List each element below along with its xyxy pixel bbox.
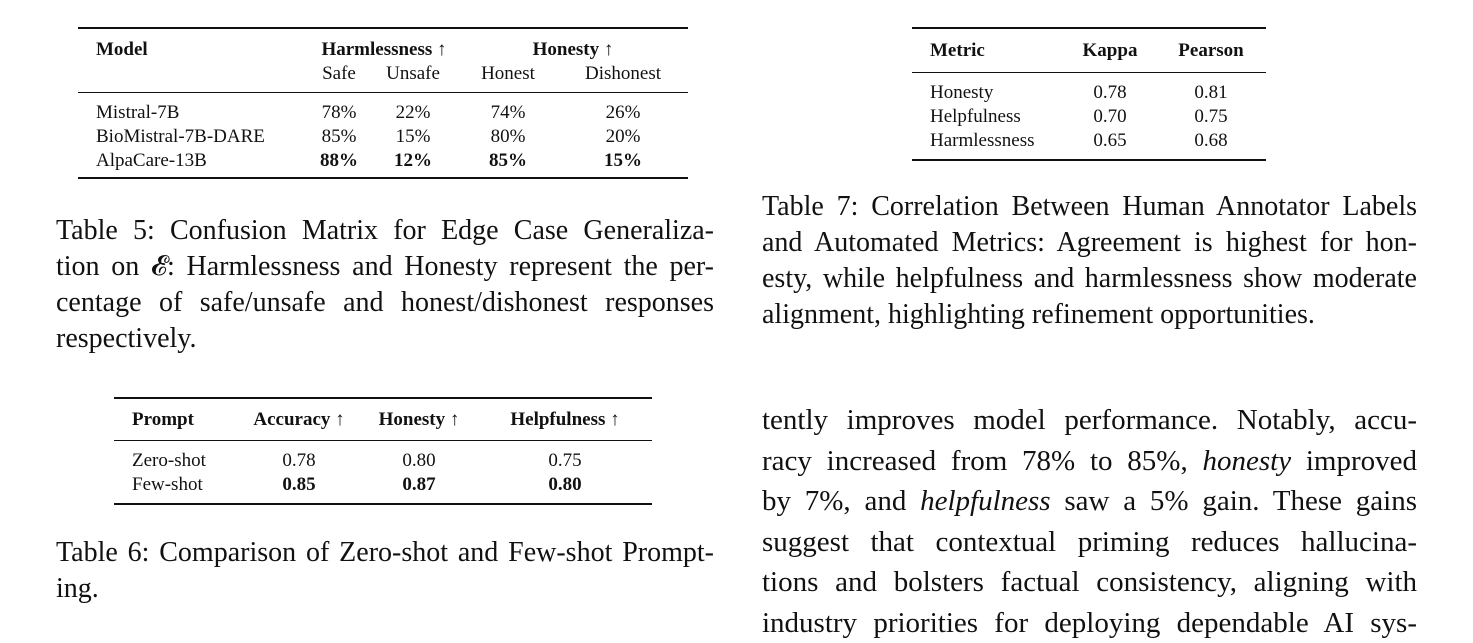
col-header-model: Model bbox=[78, 28, 310, 93]
model-name: BioMistral-7B-DARE bbox=[78, 125, 310, 149]
body-line: tently improves model performance. Notably, accu- bbox=[762, 400, 1417, 441]
safe-value: 88% bbox=[310, 149, 368, 178]
table-row bbox=[78, 125, 688, 149]
kappa-value: 0.70 bbox=[1064, 105, 1156, 129]
body-line: industry priorities for deploying dependable AI sys- bbox=[762, 603, 1417, 643]
metric-name: Harmlessness bbox=[912, 129, 1064, 160]
table-5-grid bbox=[78, 27, 688, 179]
col-header-honesty: Honesty ↑ bbox=[360, 398, 478, 441]
kappa-value: 0.65 bbox=[1064, 129, 1156, 160]
prompt-name: Few-shot bbox=[114, 473, 238, 504]
honest-value: 85% bbox=[458, 149, 558, 178]
col-header-honesty: Honesty ↑ bbox=[458, 28, 688, 62]
table-5-caption bbox=[56, 213, 714, 357]
body-text-span: improved bbox=[1291, 445, 1417, 477]
caption-line: tion on 𝓔: Harmlessness and Honesty represent the per- bbox=[56, 249, 714, 285]
dishonest-value: 15% bbox=[558, 149, 688, 178]
accuracy-value: 0.78 bbox=[238, 441, 360, 474]
honesty-value: 0.87 bbox=[360, 473, 478, 504]
body-emphasis: honesty bbox=[1202, 445, 1291, 477]
body-emphasis: helpfulness bbox=[920, 485, 1051, 517]
col-header-prompt: Prompt bbox=[114, 398, 238, 441]
subheader-honest: Honest bbox=[458, 62, 558, 93]
body-text-span: racy increased from 78% to 85%, bbox=[762, 445, 1202, 477]
body-line: tions and bolsters factual consistency, aligning with bbox=[762, 562, 1417, 603]
safe-value: 85% bbox=[310, 125, 368, 149]
table-6 bbox=[114, 397, 652, 505]
body-text-span: saw a 5% gain. These gains bbox=[1051, 485, 1417, 517]
pearson-value: 0.81 bbox=[1156, 73, 1266, 106]
caption-line: ing. bbox=[56, 571, 714, 607]
caption-line: alignment, highlighting refinement opportunities. bbox=[762, 297, 1417, 333]
caption-line: Table 5: Confusion Matrix for Edge Case Generaliza- bbox=[56, 213, 714, 249]
model-name: Mistral-7B bbox=[78, 93, 310, 126]
table-5 bbox=[78, 27, 688, 179]
subheader-safe: Safe bbox=[310, 62, 368, 93]
table-7 bbox=[912, 27, 1266, 161]
unsafe-value: 22% bbox=[368, 93, 458, 126]
table-6-caption bbox=[56, 535, 714, 607]
col-header-harmlessness: Harmlessness ↑ bbox=[310, 28, 458, 62]
caption-line: centage of safe/unsafe and honest/dishonest responses bbox=[56, 285, 714, 321]
unsafe-value: 15% bbox=[368, 125, 458, 149]
table-7-caption bbox=[762, 189, 1417, 333]
col-header-pearson: Pearson bbox=[1156, 28, 1266, 73]
caption-line: Table 7: Correlation Between Human Annotator Labels bbox=[762, 189, 1417, 225]
table-6-grid bbox=[114, 397, 652, 505]
dishonest-value: 20% bbox=[558, 125, 688, 149]
honesty-value: 0.80 bbox=[360, 441, 478, 474]
body-line bbox=[762, 481, 1417, 522]
accuracy-value: 0.85 bbox=[238, 473, 360, 504]
table-row bbox=[912, 129, 1266, 160]
caption-line: Table 6: Comparison of Zero-shot and Few-shot Prompt- bbox=[56, 535, 714, 571]
table-row bbox=[114, 473, 652, 504]
kappa-value: 0.78 bbox=[1064, 73, 1156, 106]
body-paragraph bbox=[762, 400, 1417, 643]
body-text-span: by 7%, and bbox=[762, 485, 920, 517]
caption-line: respectively. bbox=[56, 321, 714, 357]
table-7-grid bbox=[912, 27, 1266, 161]
helpfulness-value: 0.75 bbox=[478, 441, 652, 474]
table-row bbox=[78, 149, 688, 178]
table-row bbox=[114, 441, 652, 474]
col-header-helpfulness: Helpfulness ↑ bbox=[478, 398, 652, 441]
table-row bbox=[912, 105, 1266, 129]
dishonest-value: 26% bbox=[558, 93, 688, 126]
safe-value: 78% bbox=[310, 93, 368, 126]
caption-line: esty, while helpfulness and harmlessness show moderate bbox=[762, 261, 1417, 297]
body-line bbox=[762, 441, 1417, 482]
metric-name: Honesty bbox=[912, 73, 1064, 106]
metric-name: Helpfulness bbox=[912, 105, 1064, 129]
table-row bbox=[78, 93, 688, 126]
caption-line: and Automated Metrics: Agreement is highest for hon- bbox=[762, 225, 1417, 261]
col-header-accuracy: Accuracy ↑ bbox=[238, 398, 360, 441]
unsafe-value: 12% bbox=[368, 149, 458, 178]
model-name: AlpaCare-13B bbox=[78, 149, 310, 178]
table-row bbox=[912, 73, 1266, 106]
honest-value: 80% bbox=[458, 125, 558, 149]
body-line: suggest that contextual priming reduces hallucina- bbox=[762, 522, 1417, 563]
prompt-name: Zero-shot bbox=[114, 441, 238, 474]
subheader-dishonest: Dishonest bbox=[558, 62, 688, 93]
col-header-metric: Metric bbox=[912, 28, 1064, 73]
col-header-kappa: Kappa bbox=[1064, 28, 1156, 73]
helpfulness-value: 0.80 bbox=[478, 473, 652, 504]
honest-value: 74% bbox=[458, 93, 558, 126]
pearson-value: 0.75 bbox=[1156, 105, 1266, 129]
subheader-unsafe: Unsafe bbox=[368, 62, 458, 93]
pearson-value: 0.68 bbox=[1156, 129, 1266, 160]
